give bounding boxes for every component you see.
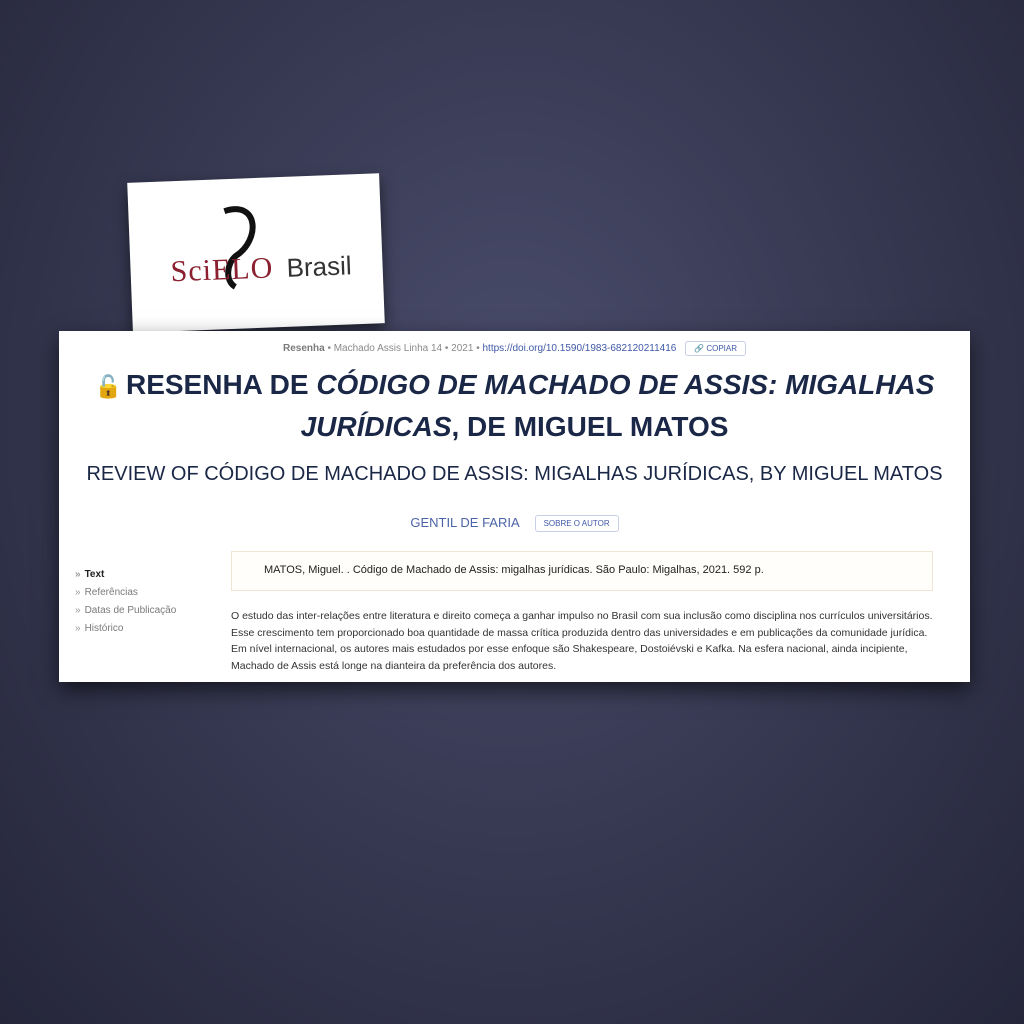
article-journal: • Machado Assis Linha 14 • 2021 • bbox=[327, 343, 480, 355]
reference-box bbox=[231, 551, 933, 591]
copy-doi-button[interactable] bbox=[685, 341, 746, 356]
nav-text[interactable]: » Text bbox=[75, 569, 105, 580]
article-title bbox=[79, 365, 950, 447]
scielo-logo-card bbox=[127, 173, 385, 333]
article-body-text: O estudo das inter-relações entre literatura e direito começa a ganhar impulso no Brasil com sua inclusão como disciplina nos currículos universitários. Esse crescimento tem proporcionado boa quantidade de massa crítica produzida dentro das universidades e em publicações da comunidade jurídica. Em nível internacional, os autores mais estudados por esse enfoque são Shakespeare, Dostoiévski e Kafka. Na esfera nacional, ainda incipiente, Machado de Assis está longe na dianteira da preferência dos autores. bbox=[231, 610, 933, 672]
author-row bbox=[59, 515, 970, 532]
about-author-button[interactable]: SOBRE O AUTOR bbox=[535, 515, 619, 532]
nav-history[interactable]: » Histórico bbox=[75, 623, 124, 634]
doi-link[interactable]: https://doi.org/10.1590/1983-682120211416 bbox=[482, 343, 677, 355]
title-italic: CÓDIGO DE MACHADO DE ASSIS: MIGALHAS JURÍDICAS bbox=[300, 369, 935, 442]
article-category: Resenha bbox=[282, 343, 325, 355]
link-icon: 🔗 bbox=[694, 344, 705, 353]
title-suffix: , DE MIGUEL MATOS bbox=[451, 410, 729, 442]
side-navigation bbox=[75, 569, 176, 641]
reference-text: MATOS, Miguel. . Código de Machado de Assis: migalhas jurídicas. São Paulo: Migalhas, 2021. 592 p. bbox=[264, 564, 764, 576]
copy-label: COPIAR bbox=[706, 344, 738, 353]
logo-scielo-text: SciELO bbox=[170, 251, 274, 289]
title-prefix: RESENHA DE bbox=[125, 369, 317, 400]
nav-references[interactable]: » Referências bbox=[75, 587, 138, 598]
logo-brasil-text: Brasil bbox=[286, 250, 353, 283]
nav-publication-dates[interactable]: » Datas de Publicação bbox=[75, 605, 177, 616]
article-meta-line bbox=[59, 341, 970, 356]
article-subtitle: REVIEW OF CÓDIGO DE MACHADO DE ASSIS: MIGALHAS JURÍDICAS, BY MIGUEL MATOS bbox=[86, 463, 943, 485]
author-name[interactable]: GENTIL DE FARIA bbox=[410, 515, 519, 530]
lock-open-icon: 🔓 bbox=[94, 373, 122, 399]
article-panel bbox=[59, 331, 970, 682]
